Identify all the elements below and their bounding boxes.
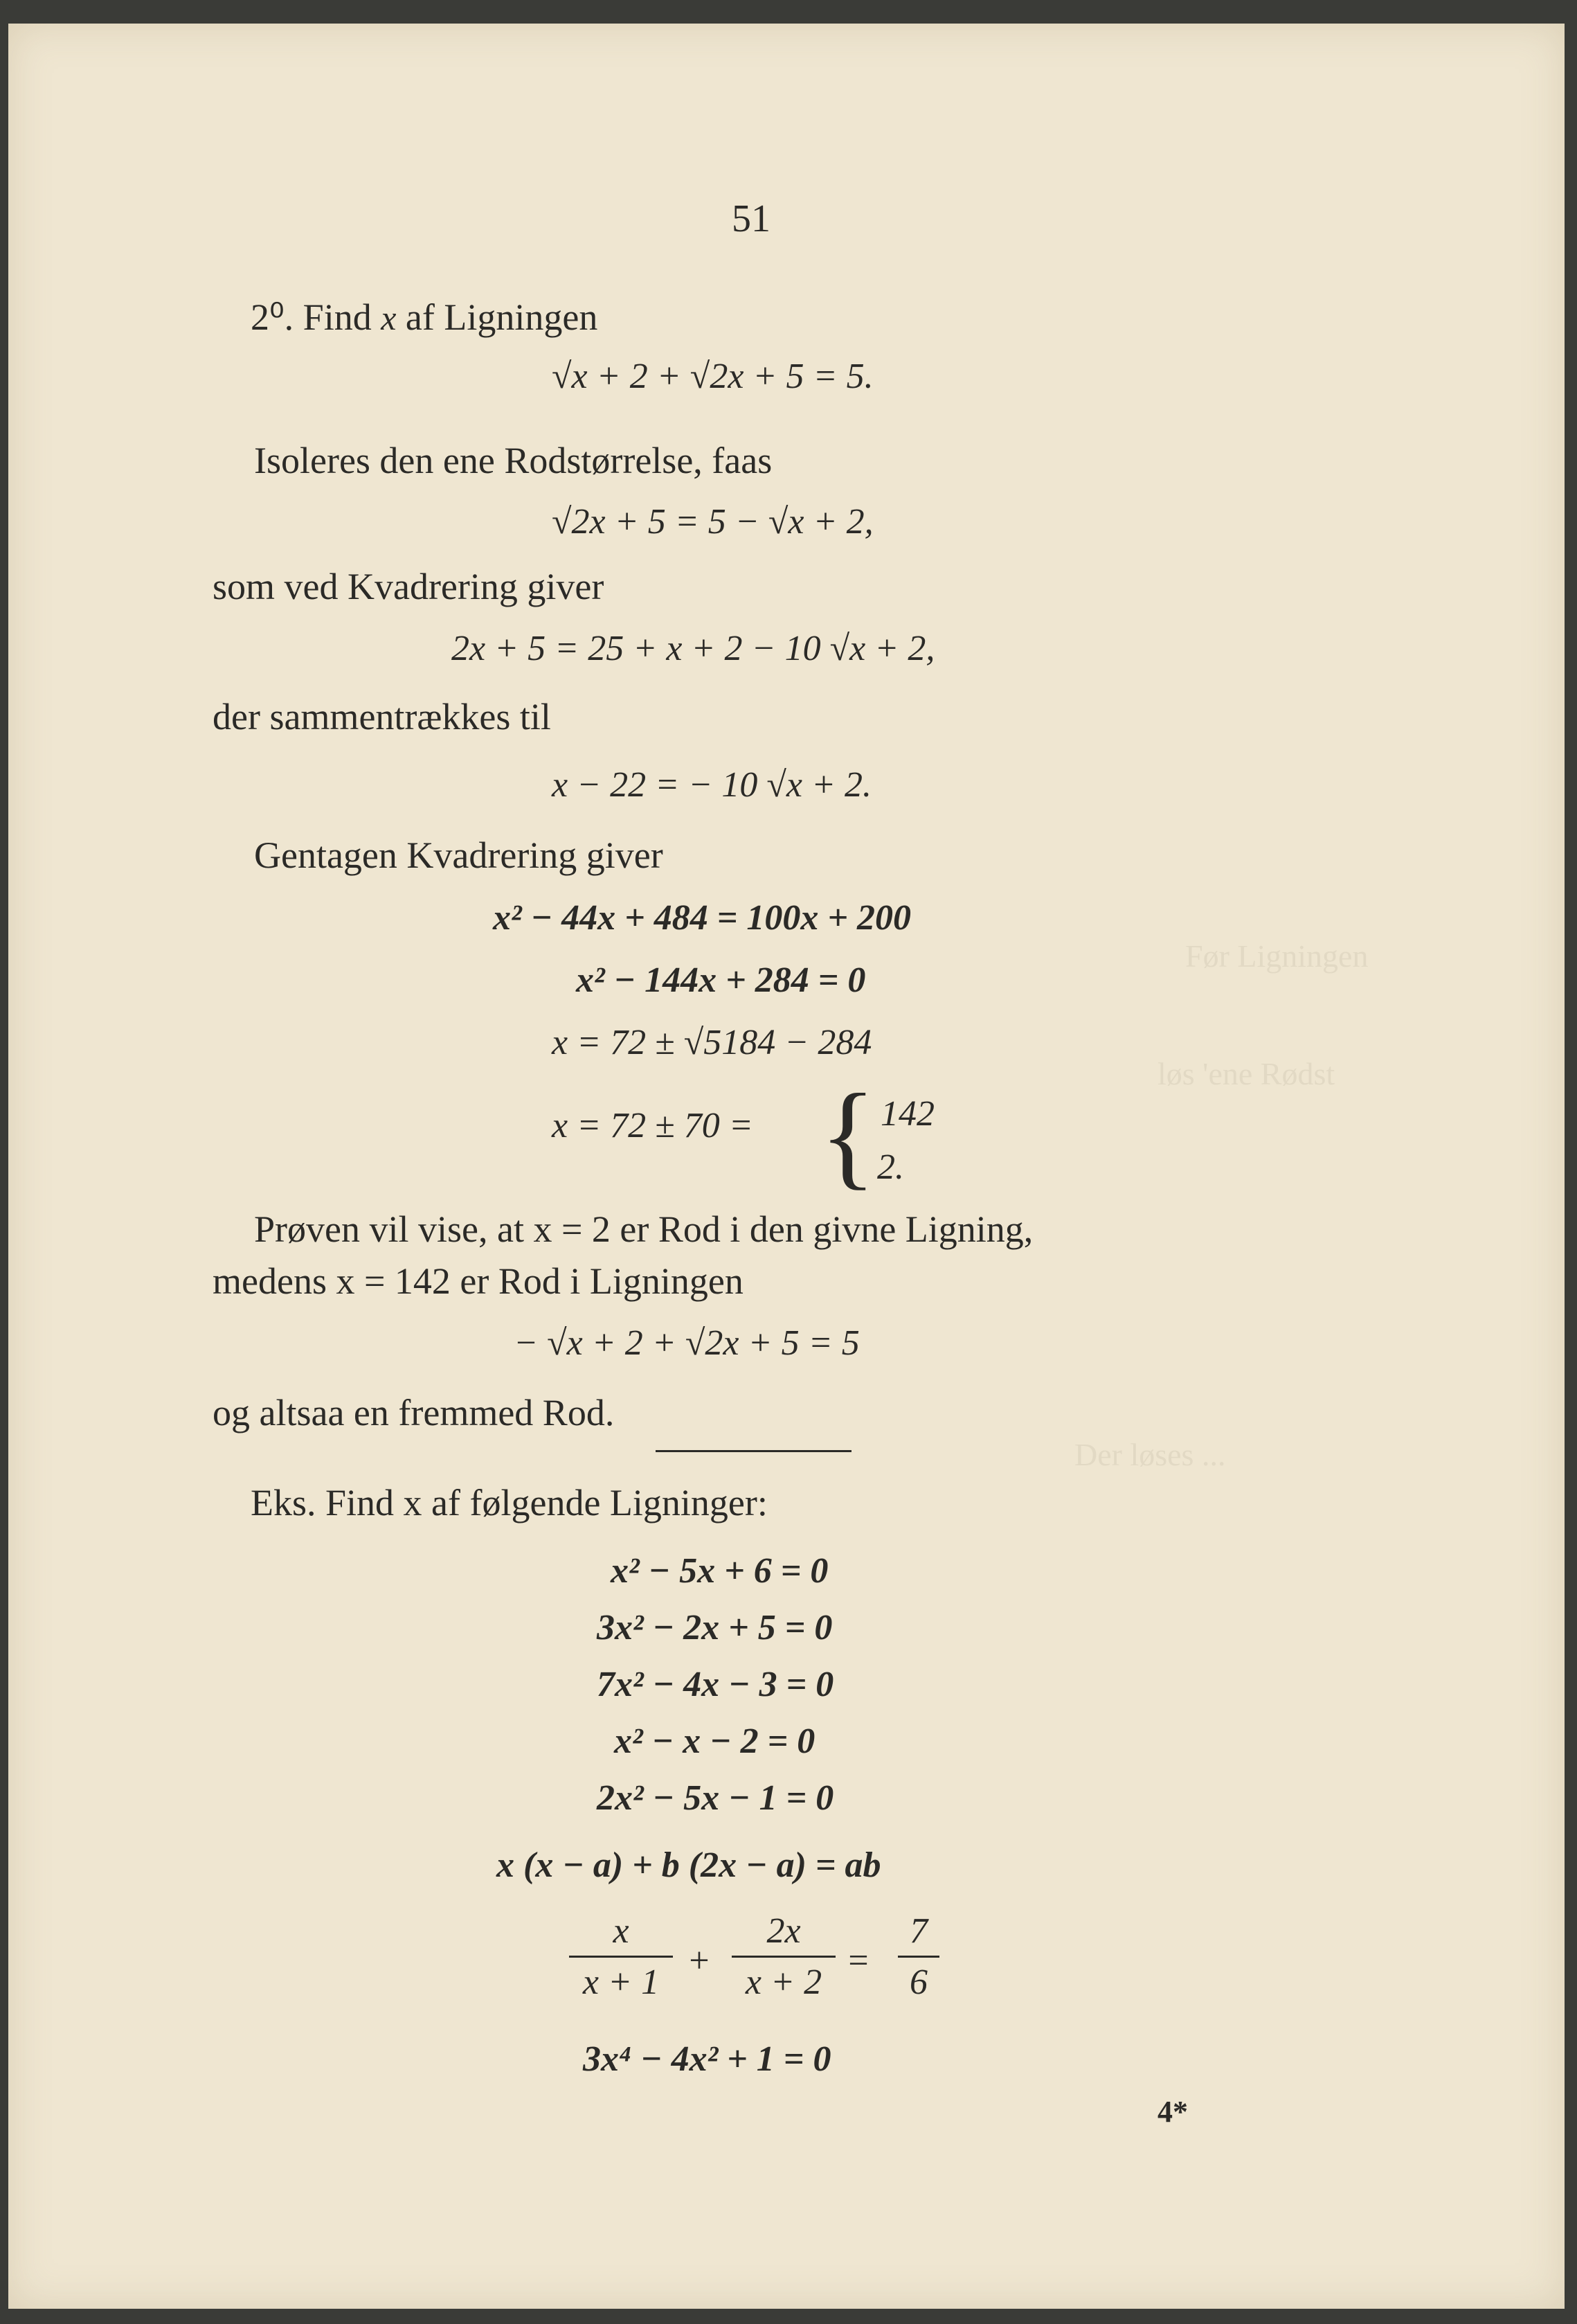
exercise-equation: 3x⁴ − 4x² + 1 = 0: [583, 2039, 831, 2079]
paragraph-line: medens x = 142 er Rod i Ligningen: [213, 1260, 744, 1302]
fraction: 2x x + 2: [732, 1911, 836, 2003]
equation-5: x² − 44x + 484 = 100x + 200: [493, 898, 911, 938]
exercise-equation: x² − x − 2 = 0: [614, 1722, 815, 1761]
equation-3: 2x + 5 = 25 + x + 2 − 10 √x + 2,: [451, 629, 935, 668]
fraction: x x + 1: [569, 1911, 673, 2003]
exercise-equation: x² − 5x + 6 = 0: [611, 1551, 829, 1591]
paragraph-line: som ved Kvadrering giver: [213, 566, 604, 607]
paragraph-line: der sammentrækkes til: [213, 696, 551, 738]
equation-2: √2x + 5 = 5 − √x + 2,: [552, 502, 874, 542]
root-value-1: 142: [881, 1094, 935, 1134]
paragraph-line: Isoleres den ene Rodstørrelse, faas: [254, 440, 773, 481]
equation-1: √x + 2 + √2x + 5 = 5.: [552, 357, 874, 396]
exercise-equation: 7x² − 4x − 3 = 0: [597, 1665, 834, 1704]
fraction: 7 6: [898, 1911, 939, 2003]
exercise-heading: Eks. Find x af følgende Ligninger:: [251, 1482, 768, 1523]
curly-brace: {: [820, 1070, 876, 1200]
signature-mark: 4*: [1157, 2095, 1188, 2129]
bleed-through-text: løs 'ene Rødst: [1157, 1056, 1335, 1091]
root-value-2: 2.: [877, 1147, 904, 1187]
equation-7: x = 72 ± √5184 − 284: [552, 1023, 872, 1062]
book-page: [8, 24, 1565, 2309]
section-heading: 2⁰. Find x af Ligningen: [251, 296, 598, 338]
paragraph-line: Prøven vil vise, at x = 2 er Rod i den givne Ligning,: [254, 1208, 1034, 1250]
bleed-through-text: Der løses ...: [1074, 1437, 1226, 1472]
operator: =: [846, 1941, 871, 1981]
equation-4: x − 22 = − 10 √x + 2.: [552, 765, 872, 805]
paragraph-line: Gentagen Kvadrering giver: [254, 834, 663, 876]
page-number: 51: [732, 197, 771, 240]
equation-6: x² − 144x + 284 = 0: [576, 960, 866, 1000]
paragraph-line: og altsaa en fremmed Rod.: [213, 1392, 615, 1433]
divider-rule: [656, 1450, 851, 1452]
exercise-equation: 3x² − 2x + 5 = 0: [597, 1608, 833, 1647]
exercise-equation: 2x² − 5x − 1 = 0: [597, 1778, 834, 1818]
bleed-through-text: Før Ligningen: [1185, 938, 1369, 974]
operator: +: [687, 1941, 712, 1981]
equation-8: x = 72 ± 70 =: [552, 1106, 753, 1145]
exercise-equation: x (x − a) + b (2x − a) = ab: [496, 1845, 881, 1885]
equation-9: − √x + 2 + √2x + 5 = 5: [514, 1323, 860, 1363]
